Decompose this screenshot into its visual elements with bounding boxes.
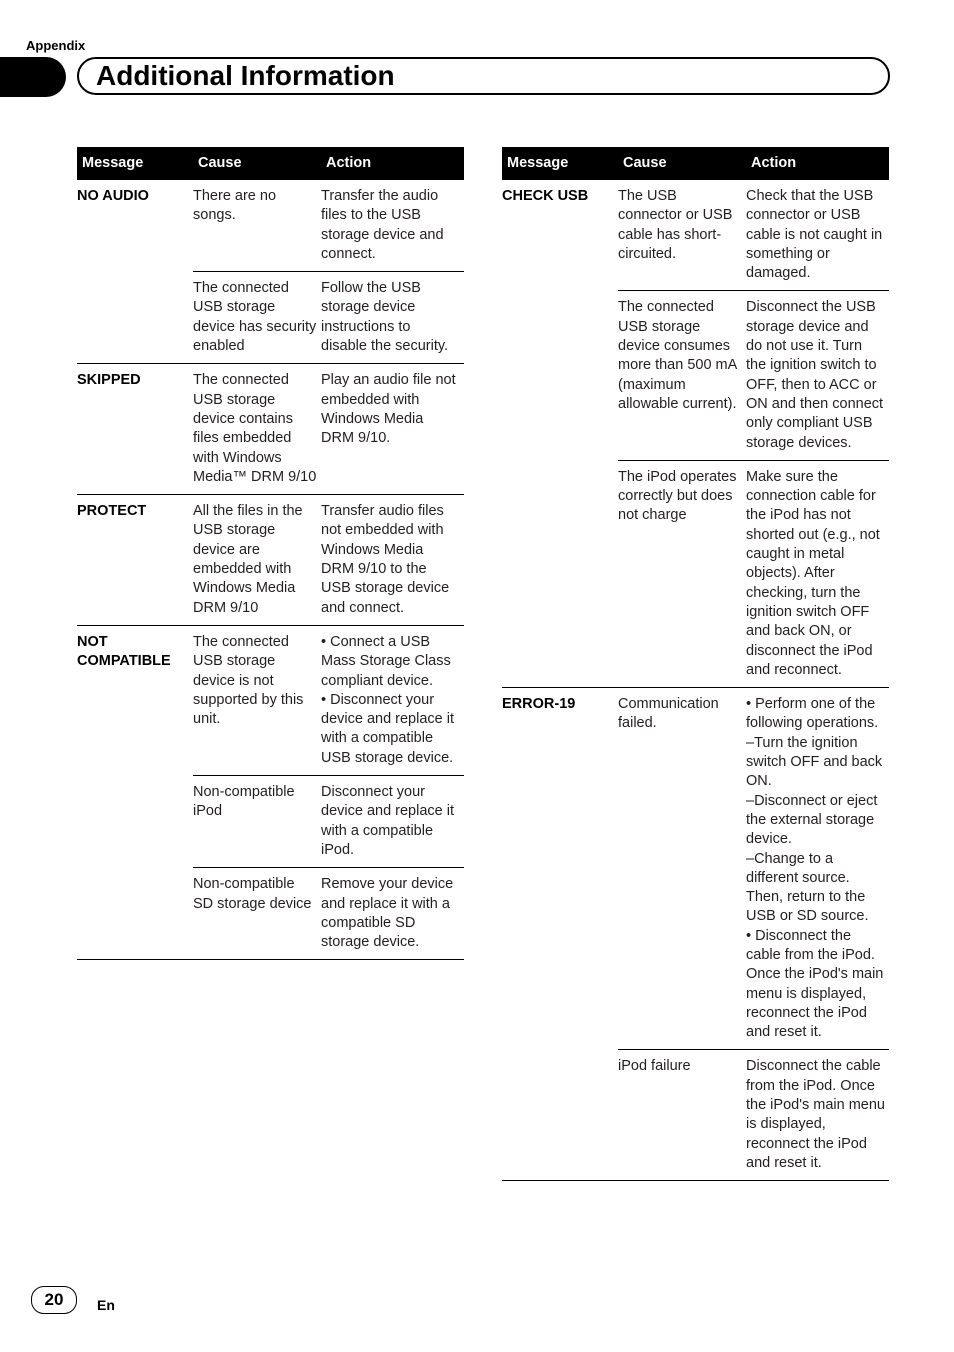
cause-cell: Communication failed. bbox=[618, 688, 746, 1050]
table-row bbox=[502, 460, 889, 687]
message-cell: SKIPPED bbox=[77, 364, 193, 495]
action-cell: Disconnect your device and replace it with a compatible iPod. bbox=[321, 776, 464, 868]
table-row bbox=[77, 868, 464, 960]
page-number: 20 bbox=[31, 1286, 77, 1314]
table-header-row bbox=[77, 147, 464, 180]
table-row bbox=[77, 180, 464, 272]
column-header-action: Action bbox=[746, 147, 889, 180]
cause-cell: The connected USB storage device is not supported by this unit. bbox=[193, 625, 321, 775]
table-row bbox=[77, 625, 464, 775]
column-header-message: Message bbox=[77, 147, 193, 180]
action-cell: • Connect a USB Mass Storage Class compliant device. • Disconnect your device and replace it with a compatible USB storage device. bbox=[321, 625, 464, 775]
message-cell bbox=[502, 291, 618, 460]
message-cell bbox=[77, 272, 193, 364]
action-cell: Play an audio file not embedded with Windows Media DRM 9/10. bbox=[321, 364, 464, 495]
message-cell bbox=[77, 776, 193, 868]
message-cell bbox=[502, 1050, 618, 1181]
cause-cell: All the files in the USB storage device are embedded with Windows Media DRM 9/10 bbox=[193, 495, 321, 626]
action-cell: Transfer audio files not embedded with Windows Media DRM 9/10 to the USB storage device and connect. bbox=[321, 495, 464, 626]
cause-cell: iPod failure bbox=[618, 1050, 746, 1181]
message-cell bbox=[502, 460, 618, 687]
table-row bbox=[77, 495, 464, 626]
column-header-message: Message bbox=[502, 147, 618, 180]
language-label: En bbox=[97, 1297, 115, 1313]
error-message-table-right bbox=[502, 147, 889, 1181]
table-row bbox=[77, 776, 464, 868]
message-cell: NOT COMPATIBLE bbox=[77, 625, 193, 775]
page-title: Additional Information bbox=[96, 60, 395, 91]
message-cell: NO AUDIO bbox=[77, 188, 149, 204]
table-row bbox=[77, 272, 464, 364]
action-cell: • Perform one of the following operations. –Turn the ignition switch OFF and back ON. –Disconnect or eject the external storage device. –Change to a different source. Then, return to the USB or SD source. • Disconnect the cable from the iPod. Once the iPod's main menu is displayed, reconnect the iPod and reset it. bbox=[746, 688, 889, 1050]
message-cell bbox=[77, 868, 193, 960]
column-header-cause: Cause bbox=[618, 147, 746, 180]
column-header-action: Action bbox=[321, 147, 464, 180]
cause-cell: Non-compatible iPod bbox=[193, 776, 321, 868]
error-message-table-left bbox=[77, 147, 464, 960]
cause-cell: The USB connector or USB cable has short-circuited. bbox=[618, 188, 733, 262]
table-row bbox=[77, 364, 464, 495]
action-cell: Make sure the connection cable for the iPod has not shorted out (e.g., not caught in metal objects). After checking, turn the ignition switch OFF and back ON, or disconnect the iPod and reconnect. bbox=[746, 460, 889, 687]
table-header-row bbox=[502, 147, 889, 180]
action-cell: Disconnect the cable from the iPod. Once the iPod's main menu is displayed, reconnect the iPod and reset it. bbox=[746, 1050, 889, 1181]
cause-cell: The iPod operates correctly but does not charge bbox=[618, 460, 746, 687]
action-cell: Transfer the audio files to the USB storage device and connect. bbox=[321, 188, 444, 262]
cause-cell: Non-compatible SD storage device bbox=[193, 868, 321, 960]
table-row bbox=[502, 688, 889, 1050]
section-label: Appendix bbox=[26, 38, 86, 53]
action-cell: Follow the USB storage device instructions to disable the security. bbox=[321, 272, 464, 364]
cause-cell: The connected USB storage device has security enabled bbox=[193, 272, 321, 364]
column-header-cause: Cause bbox=[193, 147, 321, 180]
table-row bbox=[502, 291, 889, 460]
cause-cell: The connected USB storage device consumes more than 500 mA (maximum allowable current). bbox=[618, 291, 746, 460]
table-row bbox=[502, 180, 889, 291]
action-cell: Disconnect the USB storage device and do not use it. Turn the ignition switch to OFF, then to ACC or ON and then connect only compliant USB storage devices. bbox=[746, 291, 889, 460]
cause-cell: There are no songs. bbox=[193, 188, 277, 224]
action-cell: Check that the USB connector or USB cable is not caught in something or damaged. bbox=[746, 188, 883, 282]
action-cell: Remove your device and replace it with a compatible SD storage device. bbox=[321, 868, 464, 960]
section-tab-marker bbox=[0, 57, 66, 97]
message-cell: CHECK USB bbox=[502, 188, 589, 204]
message-cell: PROTECT bbox=[77, 495, 193, 626]
table-row bbox=[502, 1050, 889, 1181]
cause-cell: The connected USB storage device contains files embedded with Windows Media™ DRM 9/10 bbox=[193, 364, 321, 495]
message-cell: ERROR-19 bbox=[502, 688, 618, 1050]
